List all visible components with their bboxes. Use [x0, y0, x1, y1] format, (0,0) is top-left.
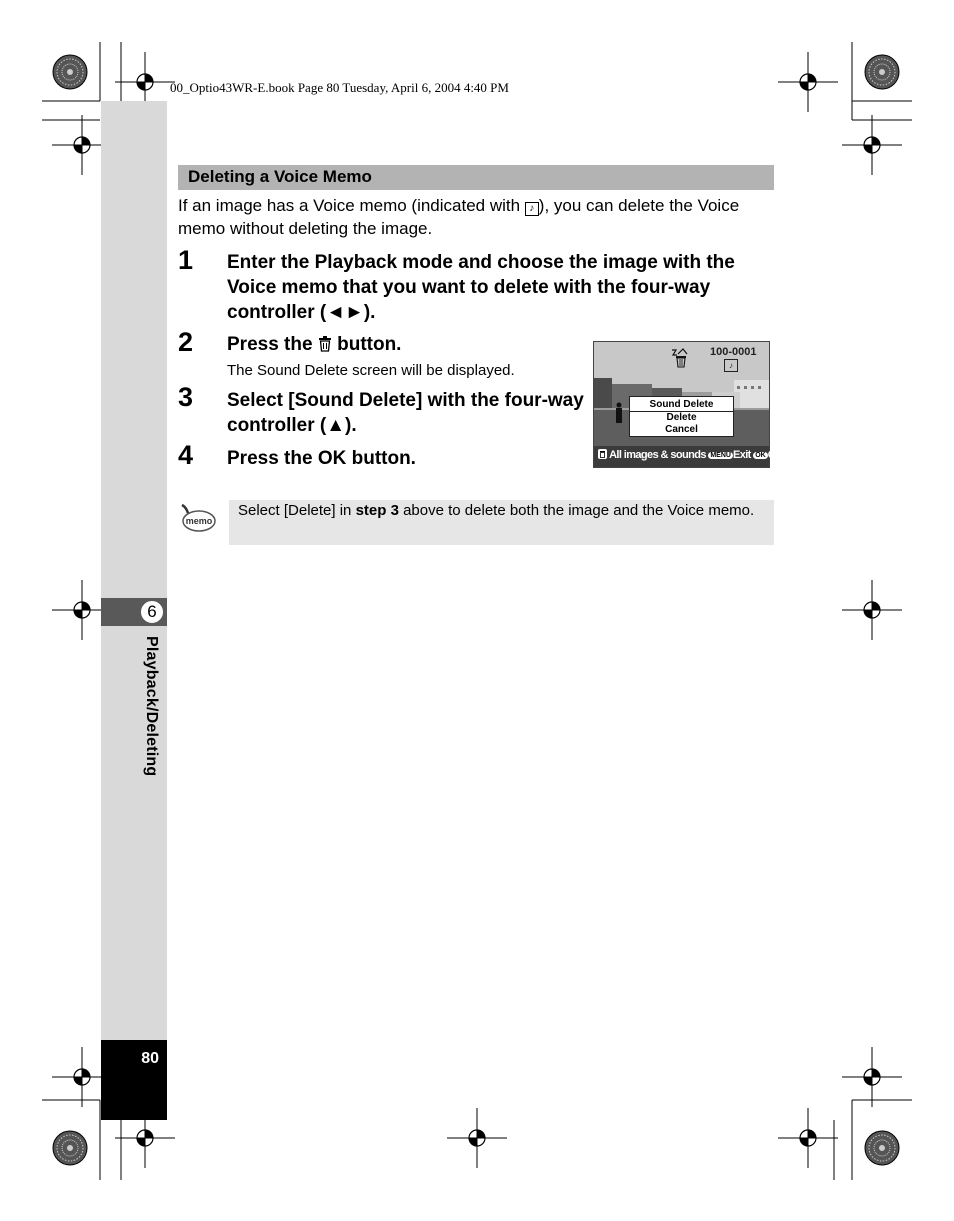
memo-text-end: above to delete both the image and the Voice memo.	[398, 502, 755, 519]
step-2-text-start: Press the	[227, 334, 318, 355]
step-3-text: Select [Sound Delete] with the four-way controller (▲).	[227, 390, 584, 436]
folder-file-number: 100-0001	[710, 346, 757, 358]
memo-text	[238, 500, 768, 521]
menu-item-delete: Delete	[666, 412, 697, 423]
section-intro	[178, 194, 778, 240]
screen-person	[614, 402, 624, 424]
sound-delete-menu	[629, 396, 734, 437]
chapter-number: 6	[140, 600, 164, 624]
guide-menu-key: MENU	[710, 452, 731, 459]
step-1-text: Enter the Playback mode and choose the image with the Voice memo that you want to delete with the four-way controller (◄►).	[227, 252, 735, 323]
memo-icon-label: memo	[185, 516, 213, 526]
guide-ok: OK	[767, 449, 784, 461]
step-2-text-end: button.	[331, 334, 402, 355]
memo-icon	[180, 503, 216, 533]
step-2-note: The Sound Delete screen will be displayed.	[227, 362, 515, 379]
trash-icon	[318, 336, 332, 352]
guide-trash-icon	[598, 449, 607, 459]
step-2-number: 2	[178, 327, 194, 357]
step-3-number: 3	[178, 382, 194, 412]
guide-exit: Exit	[732, 449, 751, 461]
screen-guide	[598, 449, 783, 461]
page-number: 80	[141, 1050, 159, 1067]
intro-text-end: ), you can delete the Voice memo without deleting the image.	[178, 196, 740, 238]
step-1-number: 1	[178, 245, 194, 275]
screen-voice-memo-icon: ♪	[724, 359, 738, 372]
step-4-text: Press the OK button.	[227, 448, 416, 469]
guide-all-images: All images & sounds	[609, 449, 706, 461]
book-file-header: 00_Optio43WR-E.book Page 80 Tuesday, April 6, 2004 4:40 PM	[170, 80, 509, 95]
camera-screen-illustration	[593, 341, 784, 468]
voice-memo-icon: ♪	[525, 202, 539, 216]
menu-item-sound-delete: Sound Delete	[630, 399, 733, 412]
step-4-number: 4	[178, 440, 194, 470]
guide-ok-key: OK	[755, 452, 766, 459]
memo-step-ref: step 3	[355, 502, 399, 519]
intro-text-start: If an image has a Voice memo (indicated with	[178, 196, 525, 215]
section-title: Deleting a Voice Memo	[188, 167, 372, 186]
menu-item-cancel: Cancel	[665, 424, 698, 435]
step-2-text	[227, 332, 401, 357]
chapter-title: Playback/Deleting	[143, 636, 160, 777]
protect-delete-icon	[670, 346, 688, 368]
memo-text-start: Select [Delete] in	[238, 502, 356, 519]
